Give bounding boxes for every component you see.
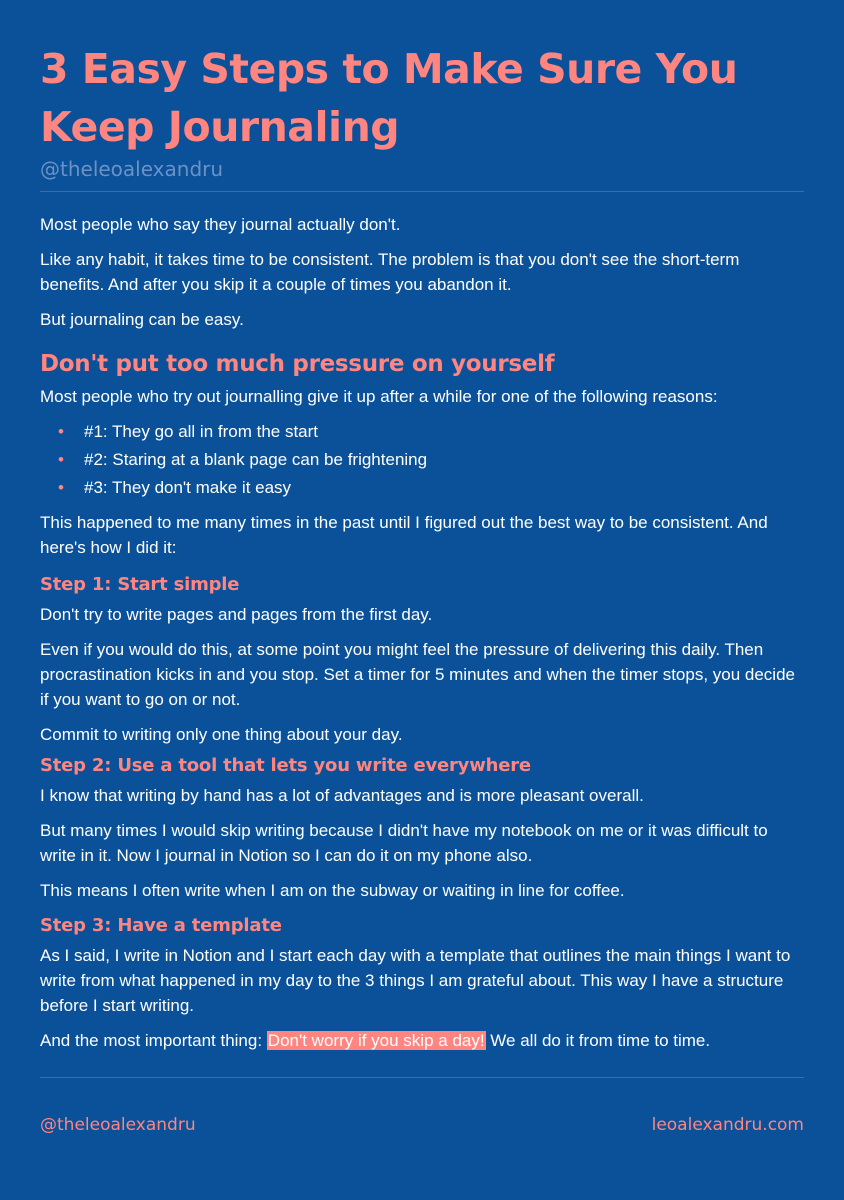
intro-paragraph-2: Like any habit, it takes time to be consistent. The problem is that you don't see the short-term benefits. And after you skip it a couple of times you abandon it. [40,250,740,294]
list-item [58,474,804,502]
footer-divider [40,1077,804,1078]
section-outro-paragraph: This happened to me many times in the past until I figured out the best way to be consistent. And here's how I did it: [40,513,768,557]
page-title: 3 Easy Steps to Make Sure You Keep Journaling [40,45,738,151]
step-1-paragraph-1: Don't try to write pages and pages from the first day. [40,605,433,624]
footer-handle: @theleoalexandru [40,1115,196,1135]
step-3-heading: Step 3: Have a template [40,915,282,936]
bullet-icon: • [58,450,64,469]
list-item-text: #2: Staring at a blank page can be frightening [84,450,428,469]
list-item [58,418,804,446]
step-3-paragraph: As I said, I write in Notion and I start each day with a template that outlines the main things I want to write from what happened in my day to the 3 things I am grateful about. This way I have a structure before I start writing. [40,946,791,1015]
step-2-paragraph-3: This means I often write when I am on the subway or waiting in line for coffee. [40,881,625,900]
list-item-text: #3: They don't make it easy [84,478,292,497]
bullet-icon: • [58,478,64,497]
bullet-icon: • [58,422,64,441]
intro-paragraph-3: But journaling can be easy. [40,310,244,329]
article-body [40,212,804,1053]
footer-website: leoalexandru.com [651,1115,804,1135]
list-item [58,446,804,474]
step-1-paragraph-2: Even if you would do this, at some point you might feel the pressure of delivering this daily. Then procrastination kicks in and you stop. Set a timer for 5 minutes and when the timer stops, you decide if you want to go on or not. [40,640,795,709]
step-2-paragraph-2: But many times I would skip writing because I didn't have my notebook on me or it was difficult to write in it. Now I journal in Notion so I can do it on my phone also. [40,821,768,865]
author-handle: @theleoalexandru [40,157,224,181]
highlighted-text: Don't worry if you skip a day! [267,1031,485,1050]
step-1-paragraph-3: Commit to writing only one thing about your day. [40,725,403,744]
section-lead-paragraph: Most people who try out journalling give it up after a while for one of the following reasons: [40,387,718,406]
step-2-heading: Step 2: Use a tool that lets you write everywhere [40,755,531,776]
section-heading-pressure: Don't put too much pressure on yourself [40,351,555,377]
intro-paragraph-1: Most people who say they journal actually don't. [40,215,401,234]
document-page [40,0,804,1200]
closing-suffix: We all do it from time to time. [485,1031,711,1050]
header-divider [40,191,804,192]
step-2-paragraph-1: I know that writing by hand has a lot of advantages and is more pleasant overall. [40,786,644,805]
list-item-text: #1: They go all in from the start [84,422,319,441]
reasons-list [40,418,804,502]
step-1-heading: Step 1: Start simple [40,574,240,595]
closing-prefix: And the most important thing: [40,1031,267,1050]
closing-paragraph [40,1028,804,1053]
